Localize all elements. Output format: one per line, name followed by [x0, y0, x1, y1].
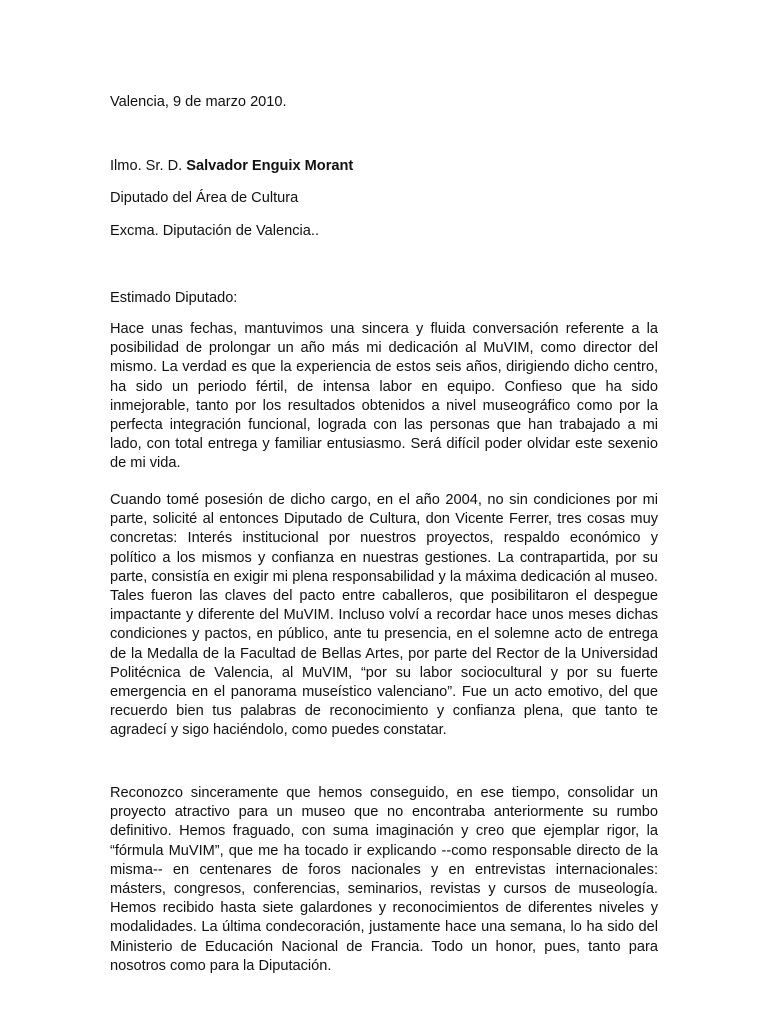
- body-paragraph-3: Reconozco sinceramente que hemos conseguido, en ese tiempo, consolidar un proyecto atractivo para un museo que no encontraba anteriormente su rumbo definitivo. Hemos fraguado, con suma imaginación y creo que ejemplar rigor, la “fórmula MuVIM”, que me ha tocado ir explicando --como responsable directo de la misma-- en centenares de foros nacionales y en entrevistas internacionales: másters, congresos, conferencias, seminarios, revistas y cursos de museología. Hemos recibido hasta siete galardones y reconocimientos de diferentes niveles y modalidades. La última condecoración, justamente hace una semana, lo ha sido del Ministerio de Educación Nacional de Francia. Todo un honor, pues, tanto para nosotros como para la Diputación.: [110, 785, 658, 974]
- salutation: Estimado Diputado:: [110, 290, 238, 306]
- addressee-position: Diputado del Área de Cultura: [110, 190, 299, 206]
- body-paragraph-2: Cuando tomé posesión de dicho cargo, en el año 2004, no sin condiciones por mi parte, solicité al entonces Diputado de Cultura, don Vicente Ferrer, tres cosas muy concretas: Interés institucional por nuestros proyectos, respaldo económico y político a los mismos y confianza en nuestras gestiones. La contrapartida, por su parte, consistía en exigir mi plena responsabilidad y la máxima dedicación al museo. Tales fueron las claves del pacto entre caballeros, que posibilitaron el despegue impactante y diferente del MuVIM. Incluso volví a recordar hace unos meses dichas condiciones y pactos, en público, ante tu presencia, en el solemne acto de entrega de la Medalla de la Facultad de Bellas Artes, por parte del Rector de la Universidad Politécnica de Valencia, al MuVIM, “por su labor sociocultural y por su fuerte emergencia en el panorama museístico valenciano”. Fue un acto emotivo, del que recuerdo bien tus palabras de reconocimiento y confianza plena, que tanto te agradecí y sigo haciéndolo, como puedes constatar.: [110, 492, 658, 739]
- addressee-name: Salvador Enguix Morant: [186, 158, 354, 174]
- letter-date: Valencia, 9 de marzo 2010.: [110, 94, 287, 110]
- addressee-honorific: Ilmo. Sr. D.: [110, 158, 183, 174]
- body-paragraph-1: Hace unas fechas, mantuvimos una sincera y fluida conversación referente a la posibilidad de prolongar un año más mi dedicación al MuVIM, como director del mismo. La verdad es que la experiencia de estos seis años, dirigiendo dicho centro, ha sido un periodo fértil, de intensa labor en equipo. Confieso que ha sido inmejorable, tanto por los resultados obtenidos a nivel museográfico como por la perfecta integración funcional, lograda con las personas que han trabajado a mi lado, con total entrega y familiar entusiasmo. Será difícil poder olvidar este sexenio de mi vida.: [110, 321, 658, 472]
- addressee-line: [110, 157, 353, 176]
- addressee-institution: Excma. Diputación de Valencia..: [110, 223, 320, 239]
